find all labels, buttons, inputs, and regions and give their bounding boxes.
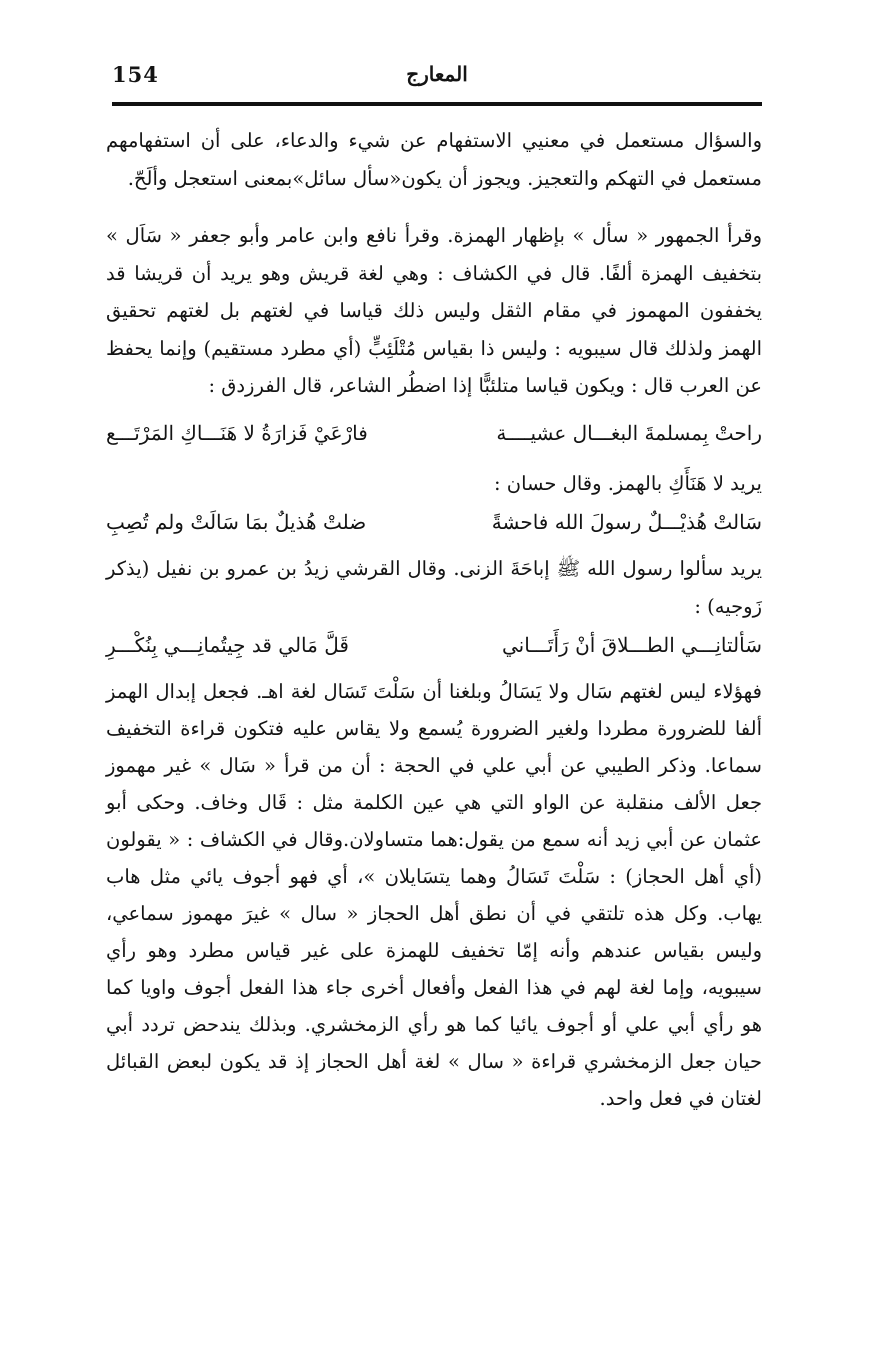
paragraph-1: والسؤال مستعمل في معنيي الاستفهام عن شيء والدعاء، على أن استفهامهم مستعمل في التهكم والتعجيز. ويجوز أن يكون«سأل سائل»بمعنى استعجل وألَحّ. [106,129,762,190]
verse-spacer [106,405,762,413]
verse-1-second-hemistich: فارْعَيْ فَزارَةُ لا هَنَـــاكِ المَرْتَـــع [106,420,368,445]
header-rule [112,102,762,106]
verse-spacer [106,453,762,465]
verse-1 [106,413,762,453]
verse-2-first-hemistich: سَالتْ هُذيْـــلٌ رسولَ الله فاحشةً [491,510,762,534]
paragraph-3: يريد لا هَنَأَكِ بالهمز. وقال حسان : [493,471,762,495]
verse-spacer [106,542,762,550]
paragraph-4: يريد سألوا رسول الله ﷺ إباحَةَ الزنى. وقال القرشي زيدُ بن عمرو بن نفيل (يذكر زَوجيه) : [106,557,762,618]
paragraph-spacer [106,197,762,217]
page-header [112,58,762,98]
paragraph-5: فهؤلاء ليس لغتهم سَال ولا يَسَالُ وبلغنا أن سَلْتَ تَسَال لغة اهـ. فجعل إبدال الهمز ألفا للضرورة مطردا ولغير الضرورة يُسمع ولا يقاس عليه فتكون قراءة التخفيف سماعا. وذكر الطيبي عن أبي علي في الحجة : أن من قرأ « سَال » غير مهموز جعل الألف منقلبة عن الواو التي هي عين الكلمة مثل : قَال وخاف. وحكى أبو عثمان عن أبي زيد أنه سمع من يقول:هما متساولان.وقال في الكشاف : « يقولون (أي أهل الحجاز) : سَلْتَ تَسَالُ وهما يتسَايلان »، أي فهو أجوف يائي مثل هاب يهاب. وكل هذه تلتقي في أن نطق أهل الحجاز « سال » غيرَ مهموز سماعي، وليس بقياس عندهم وأنه إمّا تخفيف للهمزة على غير قياس مطرد وهو رأي سيبويه، وإما لغة لهم في هذا الفعل وأفعال أخرى جاء هذا الفعل أجوف واويا كما هو رأي أبي علي أو أجوف يائيا كما هو رأي الزمخشري. وبذلك يندحض تردد أبي حيان جعل الزمخشري قراءة « سال » لغة أهل الحجاز إذ قد يكون لبعض القبائل لغتان في فعل واحد. [106,680,762,1110]
verse-3-second-hemistich: قَلَّ مَالي قد جِيتُمانِـــي بِنُكْـــرِ [106,633,349,657]
verse-1-first-hemistich: راحتْ بِمسلمةَ البغـــال عشيــــة [496,420,762,445]
page-number: 154 [112,62,159,87]
paragraph-2: وقرأ الجمهور « سأل » بإظهار الهمزة. وقرأ نافع وابن عامر وأبو جعفر « سَاَل » بتخفيف الهمزة ألفًا. قال في الكشاف : وهي لغة قريش وهو يريد أن قريشا قد يخففون المهموز في مقام الثقل وليس ذلك قياسا في لغتهم بل لغتهم تحقيق الهمز ولذلك قال سيبويه : وليس ذا بقياس مُتْلَئِبٍّ (أي مطرد مستقيم) وإنما يحفظ عن العرب قال : ويكون قياسا متلئبًّا إذا اضطُر الشاعر، قال الفرزدق : [106,224,762,397]
body-text [106,122,762,1117]
running-title: المعارج [406,62,468,86]
verse-3 [106,625,762,665]
verse-2 [106,502,762,542]
verse-2-second-hemistich: ضلتْ هُذيلٌ بمَا سَالَتْ ولم تُصِبِ [106,510,367,534]
verse-spacer [106,665,762,673]
verse-3-first-hemistich: سَألتانِـــي الطـــلاقَ أنْ رَأَتَـــاني [502,633,762,657]
